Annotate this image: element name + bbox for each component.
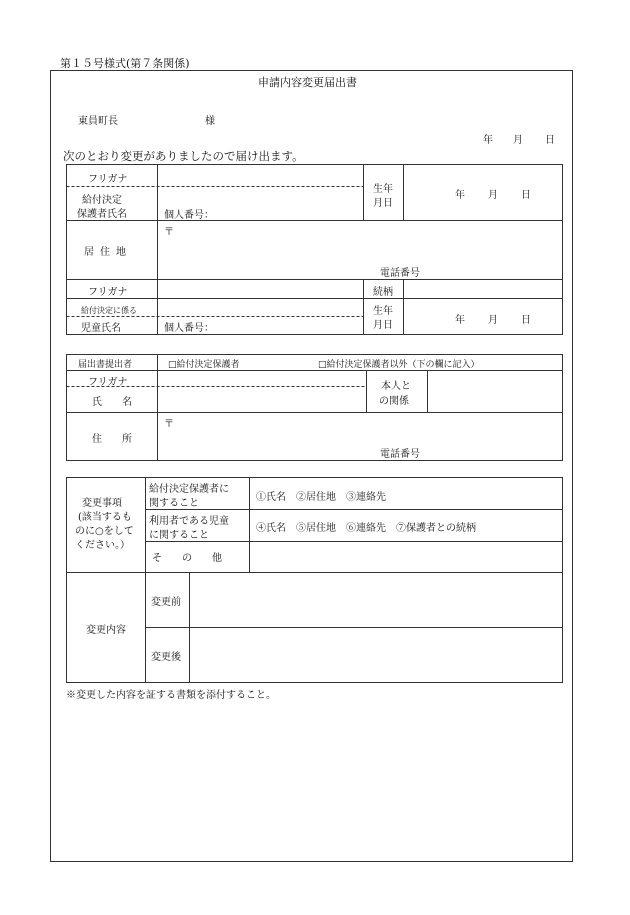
guardian-birth-month: 月 bbox=[488, 190, 498, 201]
child-row-label-line1: 利用者である児童 bbox=[149, 516, 229, 527]
submitter-furigana-label: フリガナ bbox=[88, 377, 128, 388]
submitter-option-guardian[interactable]: □給付決定保護者 bbox=[168, 360, 240, 370]
form-number: 第１５号様式(第７条関係) bbox=[60, 57, 190, 70]
submitter-postal-mark: 〒 bbox=[164, 419, 174, 430]
guardian-birth-label-line1: 生年 bbox=[373, 184, 393, 195]
furigana-label: フリガナ bbox=[88, 174, 128, 185]
child-row-label-line2: に関すること bbox=[149, 530, 209, 541]
guardian-personal-number-label: 個人番号： bbox=[164, 210, 214, 221]
child-birth-label-line1: 生年 bbox=[373, 306, 393, 317]
addressee: 東員町長 bbox=[78, 116, 118, 127]
guardian-name-label-line1: 給付決定 bbox=[82, 195, 122, 206]
guardian-row-label-line1: 給付決定保護者に bbox=[149, 484, 229, 495]
honorific: 様 bbox=[205, 116, 215, 127]
child-birth-label-line2: 月日 bbox=[373, 320, 393, 331]
change-items-line3: のに○をして bbox=[75, 526, 134, 537]
change-items-line4: ください。） bbox=[75, 540, 130, 551]
intro-text: 次のとおり変更がありましたので届け出ます。 bbox=[63, 149, 304, 163]
child-personal-number-label: 個人番号： bbox=[164, 323, 214, 334]
submitter-relation-line2: の関係 bbox=[379, 396, 409, 407]
child-name-label-line2: 児童氏名 bbox=[81, 323, 121, 334]
guardian-birth-year: 年 bbox=[455, 190, 465, 201]
guardian-row-label-line2: 関すること bbox=[149, 498, 199, 509]
after-change-label: 変更後 bbox=[151, 652, 181, 663]
change-items-line2: (該当するも bbox=[78, 512, 132, 523]
guardian-change-options[interactable]: ①氏名 ②居住地 ③連絡先 bbox=[256, 492, 386, 503]
date-day: 日 bbox=[545, 135, 555, 146]
child-name-label-line1: 給付決定に係る bbox=[81, 306, 137, 315]
form-title: 申請内容変更届出書 bbox=[258, 76, 357, 89]
guardian-birth-label-line2: 月日 bbox=[373, 198, 393, 209]
residence-postal-mark: 〒 bbox=[164, 227, 174, 238]
submitter-address-label: 住 所 bbox=[92, 434, 132, 445]
child-change-options[interactable]: ④氏名 ⑤居住地 ⑥連絡先 ⑦保護者との続柄 bbox=[256, 523, 476, 534]
change-content-label: 変更内容 bbox=[86, 625, 126, 636]
residence-label: 居住地 bbox=[84, 247, 132, 258]
relation-label: 続柄 bbox=[373, 287, 393, 298]
submitter-relation-line1: 本人と bbox=[381, 381, 411, 392]
child-birth-day: 日 bbox=[521, 315, 531, 326]
guardian-name-label-line2: 保護者氏名 bbox=[77, 209, 127, 220]
attachment-note: ※変更した内容を証する書類を添付すること。 bbox=[66, 690, 276, 701]
date-year: 年 bbox=[483, 135, 493, 146]
child-furigana-label: フリガナ bbox=[88, 287, 128, 298]
child-birth-month: 月 bbox=[488, 315, 498, 326]
submitter-option-other[interactable]: □給付決定保護者以外（下の欄に記入） bbox=[318, 360, 480, 370]
change-items-line1: 変更事項 bbox=[82, 498, 122, 509]
date-month: 月 bbox=[513, 135, 523, 146]
other-row-label: そ の 他 bbox=[152, 553, 222, 564]
submitter-label: 届出書提出者 bbox=[78, 360, 133, 370]
residence-phone-label: 電話番号 bbox=[380, 268, 420, 279]
before-change-label: 変更前 bbox=[151, 597, 181, 608]
guardian-birth-day: 日 bbox=[521, 190, 531, 201]
child-birth-year: 年 bbox=[455, 315, 465, 326]
submitter-phone-label: 電話番号 bbox=[380, 449, 420, 460]
submitter-name-label: 氏 名 bbox=[92, 397, 132, 408]
section3-border bbox=[67, 478, 563, 683]
